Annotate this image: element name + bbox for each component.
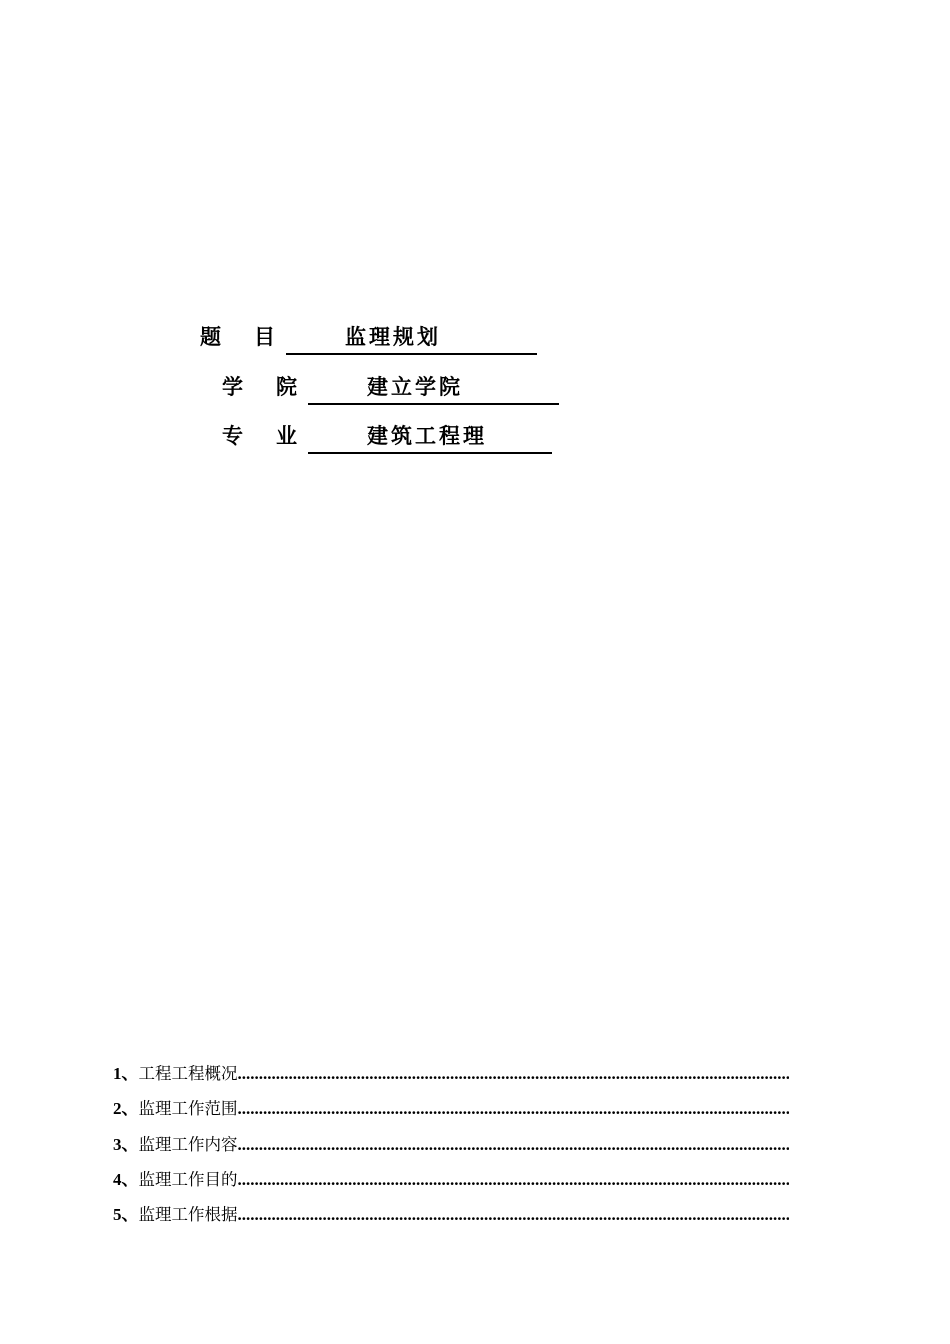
toc-item-title: 监理工作范围: [138, 1099, 238, 1119]
toc-item-number: 3、: [113, 1134, 139, 1154]
field-label-char: 学: [222, 375, 243, 399]
toc-item[interactable]: [113, 1200, 789, 1235]
toc-item-number: 4、: [113, 1169, 139, 1189]
cover-field-title: [200, 321, 540, 355]
cover-field-college: [222, 371, 562, 405]
field-value-title: 监理规划: [345, 325, 441, 349]
toc-item-title: 监理工作内容: [138, 1134, 238, 1154]
toc-item[interactable]: [113, 1165, 789, 1200]
field-underline: [308, 452, 552, 454]
toc-dot-leader: [238, 1064, 790, 1084]
toc-item-number: 2、: [113, 1099, 139, 1119]
toc-item-title: 监理工作根据: [138, 1205, 238, 1225]
field-value-college: 建立学院: [367, 375, 463, 399]
toc-dot-leader: [238, 1099, 790, 1119]
toc-dot-leader: [238, 1135, 790, 1155]
field-label: [222, 420, 297, 450]
table-of-contents: [113, 1059, 789, 1235]
toc-item-title: 监理工作目的: [138, 1169, 238, 1189]
toc-item[interactable]: [113, 1130, 789, 1165]
field-label: [200, 321, 275, 351]
cover-field-major: [222, 420, 562, 454]
field-label-char: 业: [276, 424, 297, 448]
toc-item[interactable]: [113, 1059, 789, 1094]
field-label-char: 题: [200, 325, 221, 349]
field-underline: [286, 353, 537, 355]
field-value-major: 建筑工程理: [367, 424, 487, 448]
field-label-char: 目: [254, 325, 275, 349]
toc-dot-leader: [238, 1205, 790, 1225]
field-label: [222, 371, 297, 401]
field-underline: [308, 403, 559, 405]
field-label-char: 专: [222, 424, 243, 448]
toc-dot-leader: [238, 1170, 790, 1190]
field-label-char: 院: [276, 375, 297, 399]
toc-item-number: 1、: [113, 1064, 139, 1083]
toc-item-title: 工程工程概况: [138, 1064, 238, 1083]
toc-item-number: 5、: [113, 1205, 139, 1225]
toc-item[interactable]: [113, 1094, 789, 1129]
